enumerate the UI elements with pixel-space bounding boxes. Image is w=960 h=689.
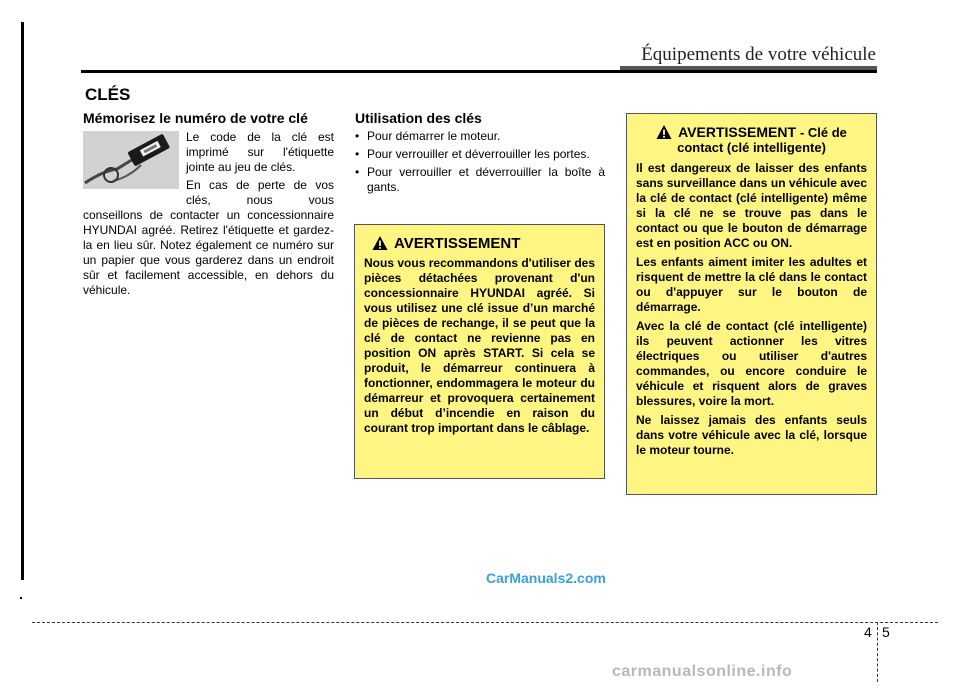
memorize-text-1-line: jointe au jeu de clés. bbox=[186, 160, 296, 174]
warning-box-parts bbox=[354, 224, 605, 479]
list-item: • Pour verrouiller et déverrouiller la boîte à gants. bbox=[355, 165, 605, 195]
footer-page-divider bbox=[877, 622, 878, 682]
warning-text: Nous vous recommandons d'utiliser des pièces détachées provenant d'un concessionnaire HYUNDAI agréé. Si vous utilisez une clé issue d’un marché de pièces de rechange, il se peut que la clé de contact ne revienne pas en position ON après START. Si cela se produit, le démarreur continuera à fonctionner, endommagera le moteur du démarreur et provoquera certainement un début d’incendie en raison du courant trop important dans le câblage. bbox=[364, 256, 595, 435]
warning-header bbox=[372, 235, 595, 252]
memorize-heading: Mémorisez le numéro de votre clé bbox=[83, 110, 308, 126]
margin-dot bbox=[20, 597, 22, 599]
chapter-header-title: Équipements de votre véhicule bbox=[641, 44, 876, 65]
header-rule bbox=[81, 70, 877, 73]
list-item: • Pour démarrer le moteur. bbox=[355, 129, 605, 144]
warning-triangle-icon bbox=[372, 235, 388, 251]
warning-triangle-icon bbox=[656, 124, 672, 140]
usage-heading: Utilisation des clés bbox=[355, 110, 482, 126]
list-item: • Pour verrouiller et déverrouiller les portes. bbox=[355, 147, 605, 162]
warning-paragraph: Il est dangereux de laisser des enfants sans surveillance dans un véhicule avec la clé de contact (clé intelligente) même si la clé ne se trouve pas dans le contact ou que le bouton de démarrage est en position ACC ou ON. bbox=[636, 161, 867, 250]
usage-list bbox=[355, 129, 605, 198]
section-title: CLÉS bbox=[85, 85, 131, 104]
warning-title-sub: - Clé de bbox=[799, 125, 847, 140]
warning-header bbox=[636, 124, 867, 140]
memorize-text-2-line: clés, nous vous bbox=[186, 193, 334, 207]
memorize-text-1-line: imprimé sur l'étiquette bbox=[186, 145, 334, 159]
chapter-number: 4 bbox=[864, 624, 872, 640]
warning-paragraph: Avec la clé de contact (clé intelligente) ils peuvent actionner les vitres électriques ou utiliser d'autres commandes, ou encore conduire le véhicule et risquent alors de graves blessures, voire la mort. bbox=[636, 319, 867, 408]
warning-title-line2: contact (clé intelligente) bbox=[677, 140, 826, 155]
warning-paragraph: Les enfants aiment imiter les adultes et risquent de mettre la clé dans le contact ou d'appuyer sur le bouton de démarrage. bbox=[636, 255, 867, 314]
warning-box-smart-key bbox=[626, 113, 877, 495]
warning-title-main: AVERTISSEMENT bbox=[678, 124, 797, 140]
warning-paragraph: Ne laissez jamais des enfants seuls dans votre véhicule avec la clé, lorsque le moteur tourne. bbox=[636, 413, 867, 457]
memorize-text-2-rest: conseillons de contacter un concessionnaire HYUNDAI agréé. Retirez l'étiquette et gardez-la en lieu sûr. Notez également ce numéro sur un papier que vous garderez dans un endroit sûr et facilement accessible, en dehors du véhicule. bbox=[83, 208, 334, 297]
left-margin-rule bbox=[21, 22, 24, 580]
warning-title: AVERTISSEMENT bbox=[394, 235, 521, 252]
memorize-text-1-line: Le code de la clé est bbox=[186, 130, 334, 144]
footer-dashed-rule bbox=[32, 622, 938, 623]
memorize-text-2-start bbox=[186, 178, 334, 208]
memorize-text-1 bbox=[186, 130, 334, 175]
watermark-link[interactable]: CarManuals2.com bbox=[486, 570, 606, 586]
warning-title bbox=[678, 124, 847, 140]
memorize-text-2-line: En cas de perte de vos bbox=[186, 178, 334, 192]
page-number: 5 bbox=[882, 624, 890, 640]
key-photo bbox=[83, 131, 179, 189]
watermark-bottom: carmanualsonline.info bbox=[612, 663, 793, 680]
